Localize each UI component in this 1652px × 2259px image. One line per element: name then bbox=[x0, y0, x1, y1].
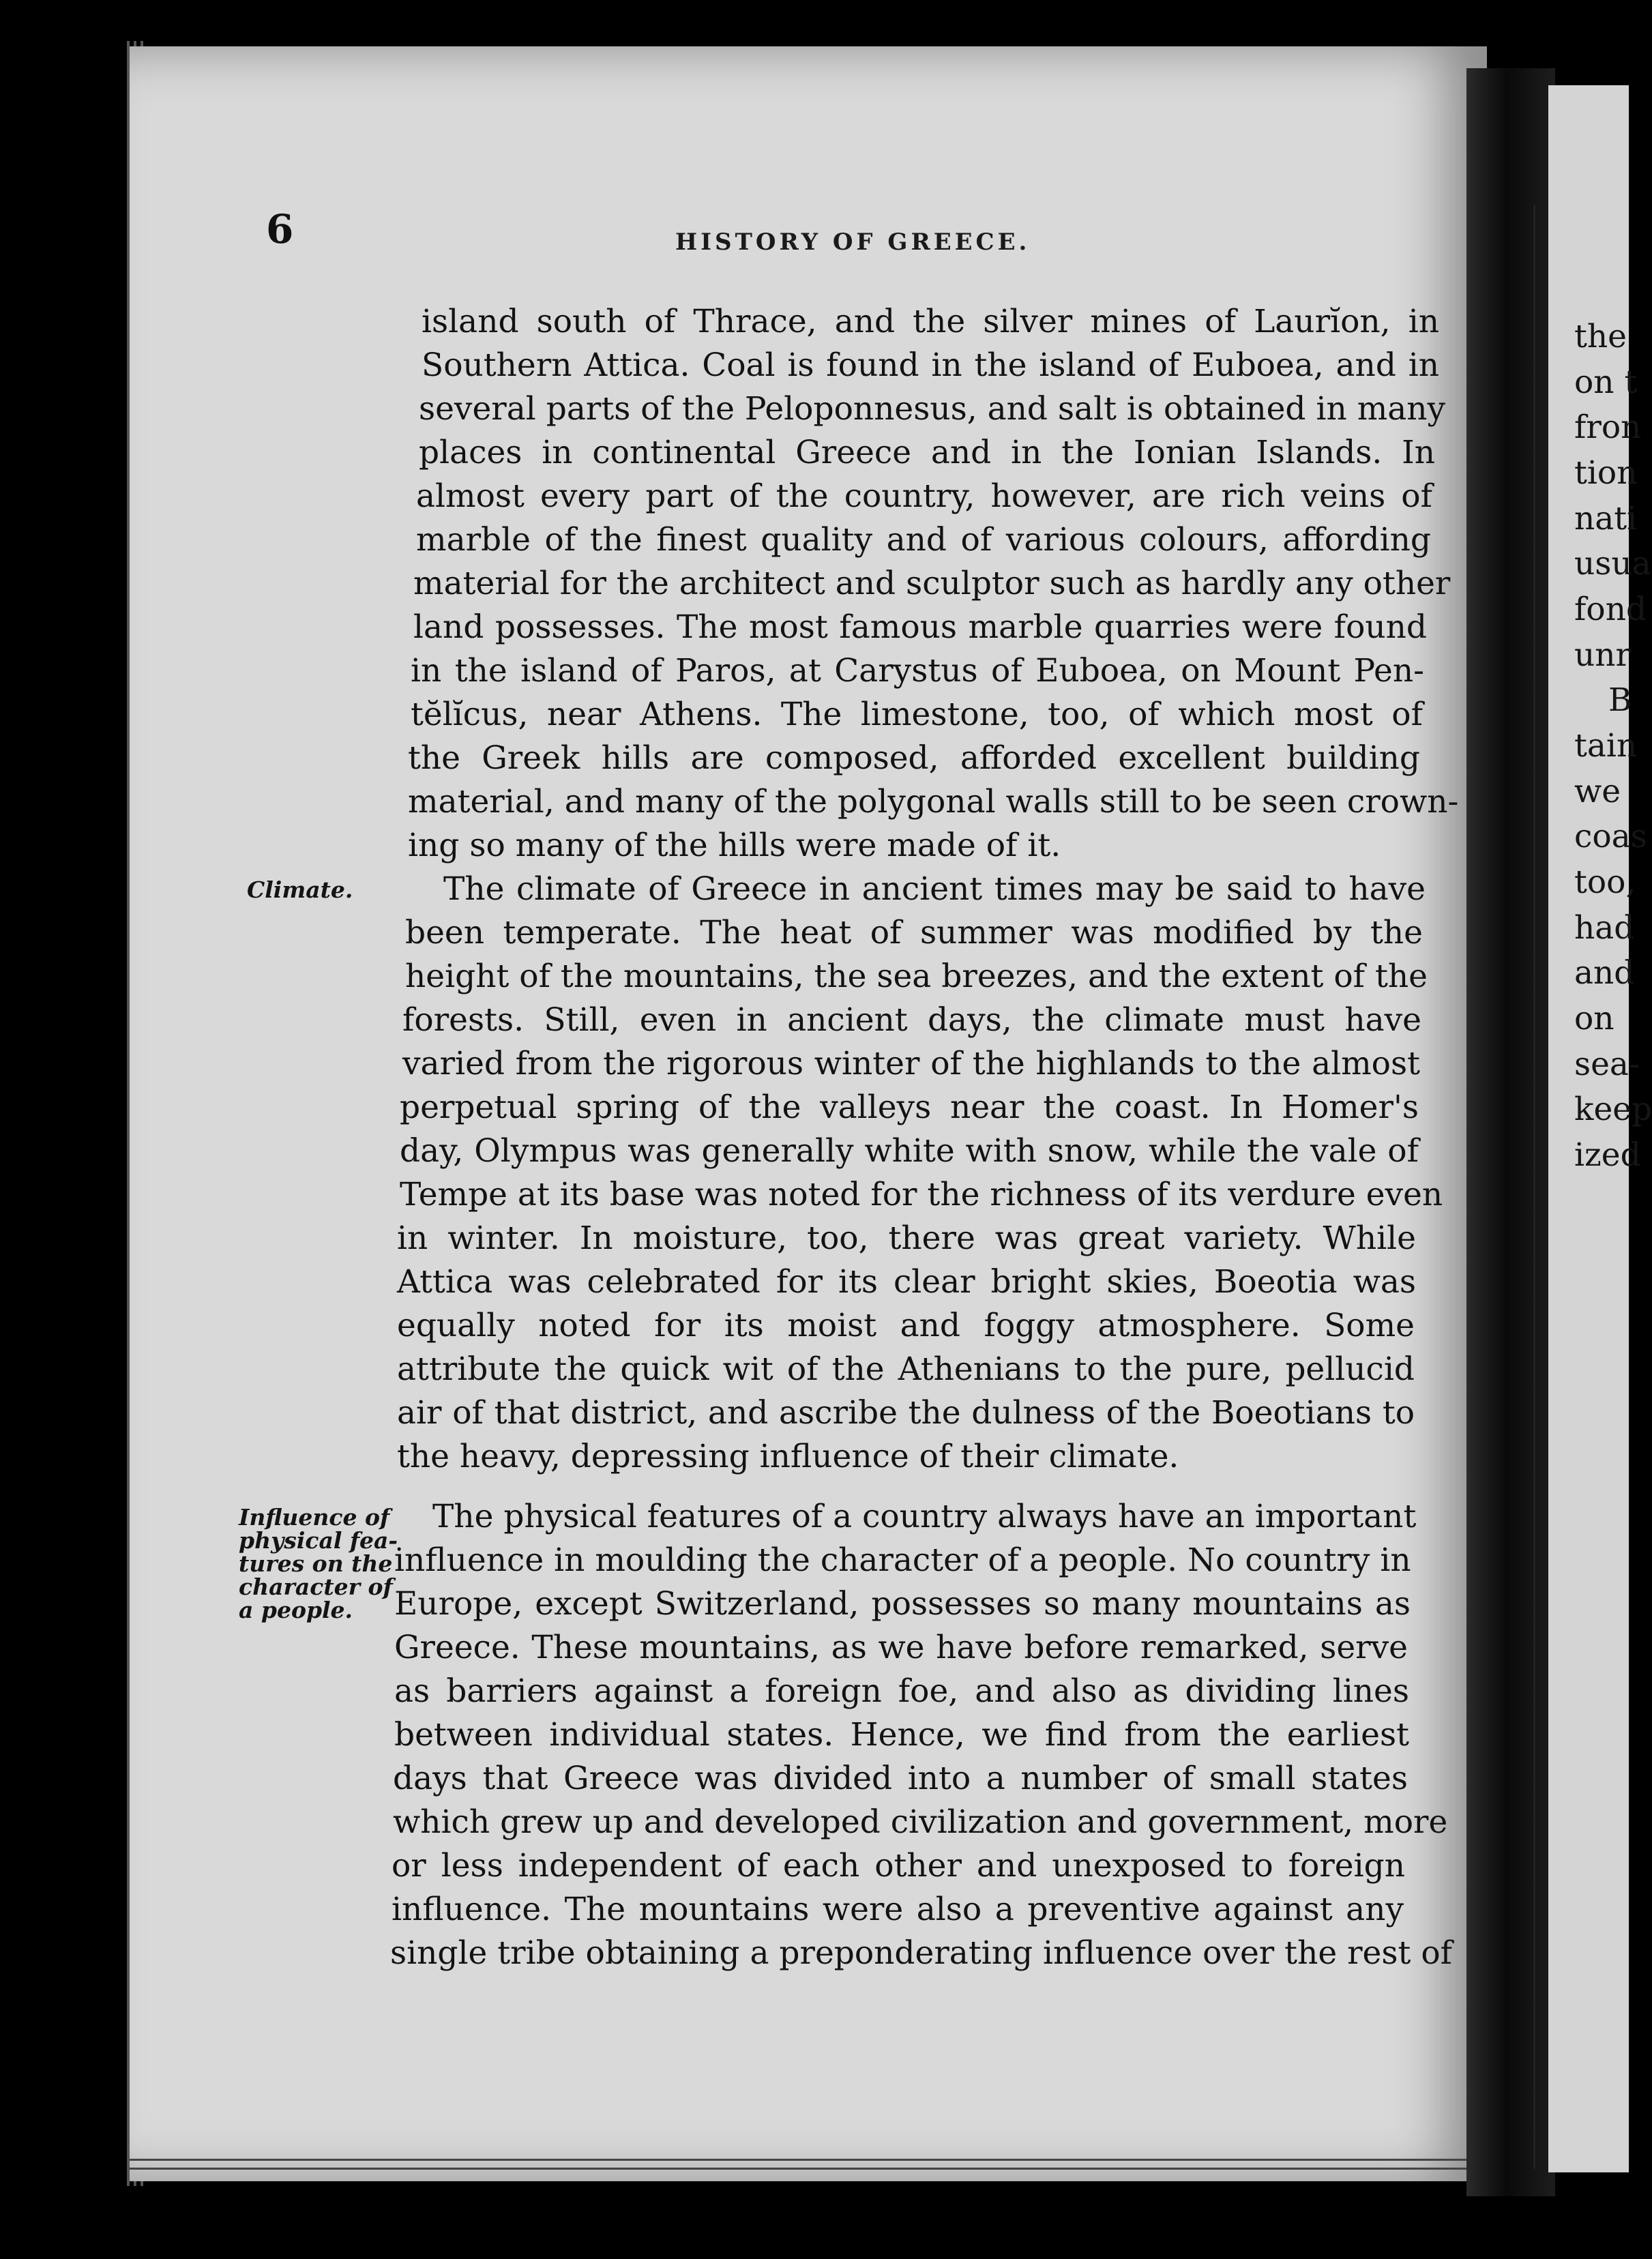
body-line: the Greek hills are composed, afforded excellent building bbox=[408, 739, 1420, 777]
body-line: Tempe at its base was noted for the richness of its verdure even bbox=[400, 1176, 1443, 1213]
next-page-line: coas bbox=[1574, 818, 1647, 855]
body-line: between individual states. Hence, we find from the earliest bbox=[394, 1716, 1409, 1754]
margin-note-influence: tures on the bbox=[239, 1550, 393, 1577]
next-page-line: on bbox=[1574, 1000, 1614, 1037]
next-page-line: sea- bbox=[1574, 1046, 1640, 1083]
body-line: places in continental Greece and in the Ionian Islands. In bbox=[419, 434, 1435, 471]
next-page-line: nati bbox=[1574, 500, 1638, 537]
body-line: tĕlĭcus, near Athens. The limestone, too, of which most of bbox=[411, 696, 1423, 733]
body-line: The climate of Greece in ancient times may be said to have bbox=[443, 870, 1426, 908]
margin-note-influence: physical fea- bbox=[239, 1527, 398, 1554]
binding-shadow-line bbox=[1533, 205, 1535, 2169]
next-page-line: ized bbox=[1574, 1136, 1641, 1174]
body-line: material, and many of the polygonal walls still to be seen crown- bbox=[408, 783, 1459, 821]
next-page-line: tain bbox=[1574, 727, 1638, 765]
body-line: Attica was celebrated for its clear bright skies, Boeotia was bbox=[397, 1263, 1416, 1301]
body-line: day, Olympus was generally white with snow, while the vale of bbox=[400, 1132, 1419, 1170]
next-page-line: B bbox=[1608, 681, 1632, 719]
next-page-line: fond bbox=[1574, 591, 1647, 628]
next-page-line: usua bbox=[1574, 545, 1651, 582]
body-line: days that Greece was divided into a number of small states bbox=[393, 1760, 1408, 1797]
next-page-line: fron bbox=[1574, 409, 1642, 446]
margin-note-climate: Climate. bbox=[247, 876, 353, 903]
body-line: height of the mountains, the sea breezes, and the extent of the bbox=[405, 958, 1428, 995]
body-line: been temperate. The heat of summer was modified by the bbox=[405, 914, 1423, 951]
body-line: varied from the rigorous winter of the highlands to the almost bbox=[402, 1045, 1420, 1082]
body-line: Greece. These mountains, as we have before remarked, serve bbox=[394, 1629, 1408, 1666]
next-page-line: keep bbox=[1574, 1091, 1652, 1128]
body-line: marble of the finest quality and of various colours, affording bbox=[416, 521, 1431, 559]
margin-note-influence: a people. bbox=[239, 1597, 353, 1623]
body-line: Southern Attica. Coal is found in the island of Euboea, and in bbox=[422, 346, 1439, 384]
next-page-line: unr bbox=[1574, 636, 1632, 674]
body-line: The physical features of a country always have an important bbox=[432, 1498, 1417, 1535]
body-line: which grew up and developed civilization and government, more bbox=[393, 1803, 1448, 1841]
body-line: attribute the quick wit of the Athenians to the pure, pellucid bbox=[397, 1350, 1415, 1388]
body-line: land possesses. The most famous marble quarries were found bbox=[413, 608, 1427, 646]
body-line: Europe, except Switzerland, possesses so many mountains as bbox=[394, 1585, 1411, 1623]
page-bottom-edge bbox=[130, 2159, 1466, 2161]
body-line: the heavy, depressing influence of their climate. bbox=[397, 1438, 1179, 1475]
body-line: or less independent of each other and unexposed to foreign bbox=[392, 1847, 1405, 1885]
margin-note-influence: character of bbox=[239, 1574, 393, 1600]
body-line: material for the architect and sculptor such as hardly any other bbox=[413, 565, 1451, 602]
body-line: several parts of the Peloponnesus, and salt is obtained in many bbox=[419, 390, 1446, 428]
next-page-line: and bbox=[1574, 954, 1635, 992]
body-line: island south of Thrace, and the silver mines of Laurĭon, in bbox=[422, 303, 1439, 340]
next-page-line: we bbox=[1574, 773, 1621, 810]
body-line: in winter. In moisture, too, there was great variety. While bbox=[397, 1220, 1416, 1257]
body-line: influence in moulding the character of a people. No country in bbox=[394, 1541, 1411, 1579]
next-page-line: on t bbox=[1574, 364, 1638, 401]
next-page-line: had bbox=[1574, 909, 1635, 947]
body-line: almost every part of the country, however, are rich veins of bbox=[416, 477, 1432, 515]
running-head: HISTORY OF GREECE. bbox=[675, 228, 1031, 256]
page-bottom-edge bbox=[130, 2168, 1473, 2170]
next-page-sliver bbox=[1548, 85, 1652, 2172]
body-line: in the island of Paros, at Carystus of Euboea, on Mount Pen- bbox=[411, 652, 1424, 690]
body-line: equally noted for its moist and foggy atmosphere. Some bbox=[397, 1307, 1415, 1344]
next-page-line: too, bbox=[1574, 863, 1636, 901]
body-line: influence. The mountains were also a preventive against any bbox=[392, 1891, 1404, 1928]
body-line: single tribe obtaining a preponderating influence over the rest of bbox=[390, 1934, 1453, 1972]
body-line: as barriers against a foreign foe, and also as dividing lines bbox=[394, 1672, 1409, 1710]
book-gutter bbox=[1466, 68, 1555, 2196]
next-page-line: the bbox=[1574, 318, 1627, 355]
body-line: ing so many of the hills were made of it. bbox=[408, 827, 1061, 864]
page-number: 6 bbox=[266, 206, 294, 252]
body-line: air of that district, and ascribe the dulness of the Boeotians to bbox=[397, 1394, 1415, 1432]
next-page-line: tion bbox=[1574, 454, 1638, 492]
margin-note-influence: Influence of bbox=[239, 1504, 390, 1531]
body-line: perpetual spring of the valleys near the coast. In Homer's bbox=[400, 1089, 1419, 1126]
body-line: forests. Still, even in ancient days, the climate must have bbox=[402, 1001, 1421, 1039]
